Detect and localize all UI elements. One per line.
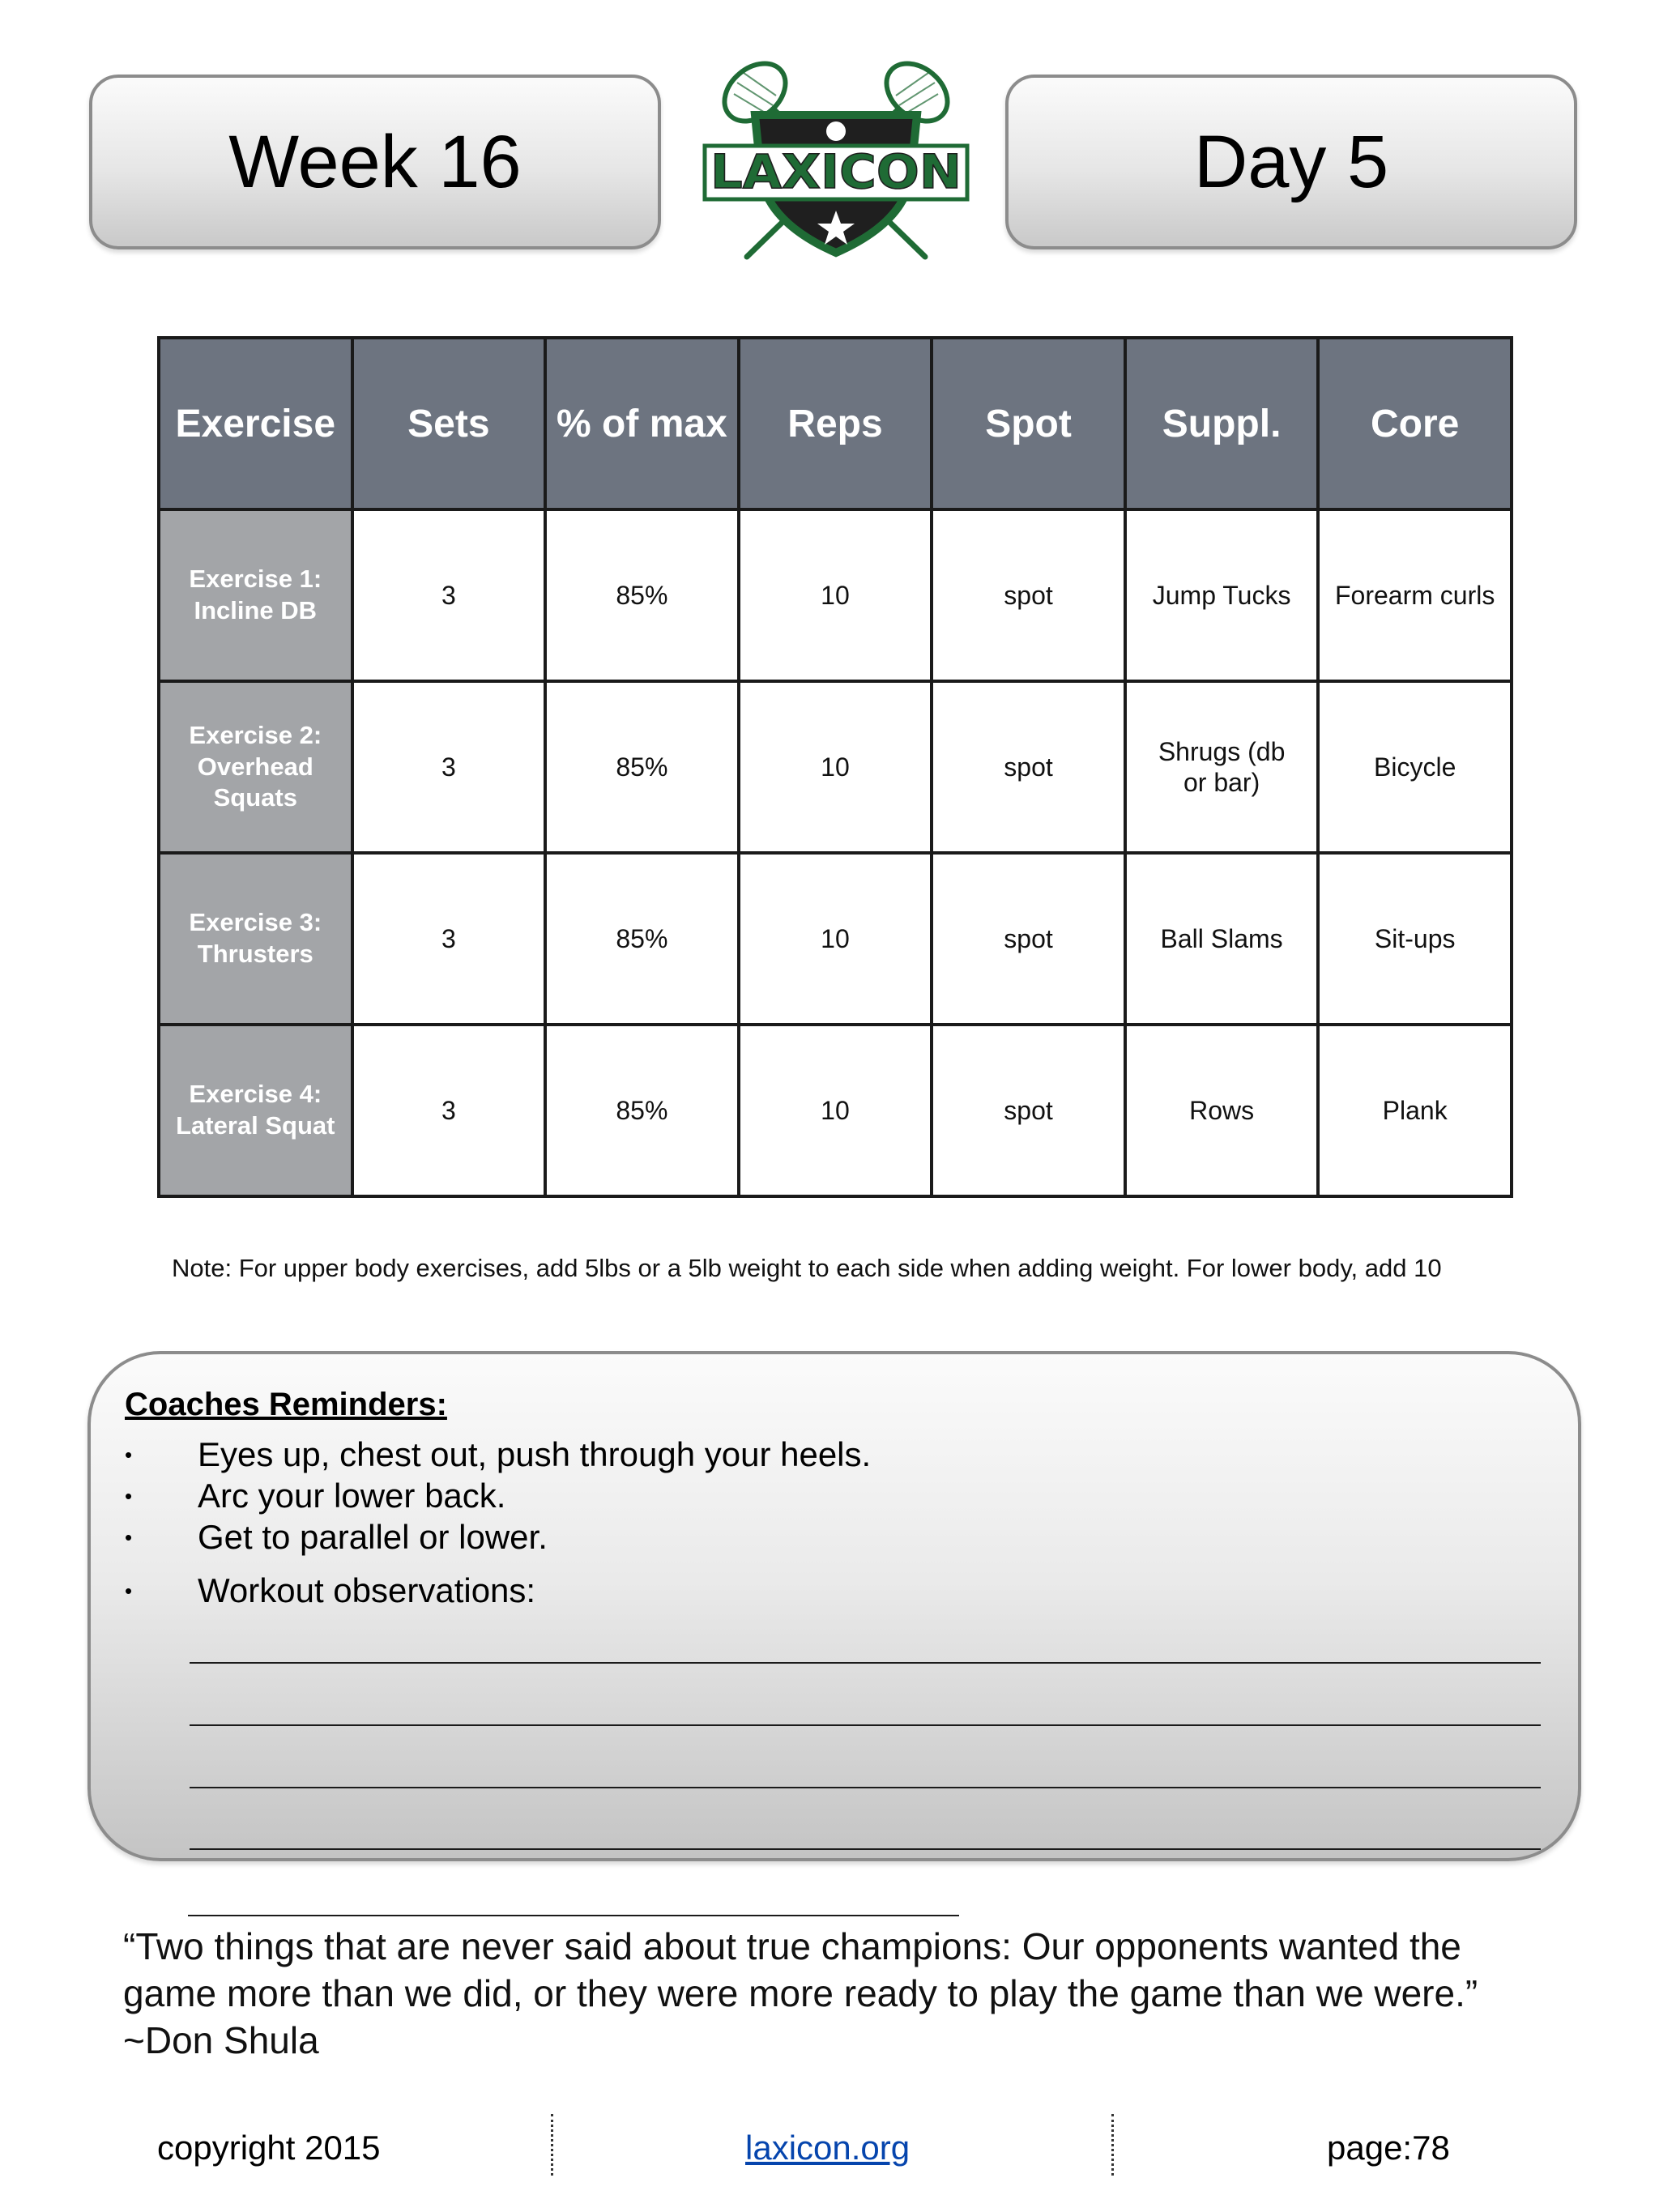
site-link[interactable]: laxicon.org	[745, 2129, 911, 2167]
table-row	[159, 1025, 1512, 1196]
reminders-title: Coaches Reminders:	[125, 1387, 447, 1422]
reminder-text: Workout observations:	[198, 1571, 536, 1609]
reminder-text: Eyes up, chest out, push through your heels.	[198, 1435, 872, 1473]
exercise-number: Exercise 1:	[189, 565, 322, 594]
reminder-item	[125, 1477, 505, 1515]
workout-table	[157, 336, 1513, 1198]
pct-cell: 85%	[545, 509, 739, 681]
column-header: Reps	[739, 338, 932, 509]
exercise-label	[159, 681, 352, 853]
column-header: Core	[1318, 338, 1512, 509]
pct-cell: 85%	[545, 1025, 739, 1196]
exercise-name-cont: Squats	[213, 783, 297, 812]
spot-cell: spot	[932, 509, 1125, 681]
page-number: page:78	[1327, 2129, 1450, 2167]
coaches-reminders-box	[87, 1351, 1581, 1861]
core-cell: Plank	[1318, 1025, 1512, 1196]
suppl-cell: Jump Tucks	[1125, 509, 1319, 681]
exercise-number: Exercise 3:	[189, 908, 322, 937]
reps-cell: 10	[739, 509, 932, 681]
exercise-label	[159, 509, 352, 681]
column-header: Suppl.	[1125, 338, 1319, 509]
exercise-label	[159, 1025, 352, 1196]
reminder-text: Arc your lower back.	[198, 1477, 506, 1515]
spot-cell: spot	[932, 1025, 1125, 1196]
exercise-name: Incline DB	[194, 596, 318, 624]
reminder-item	[125, 1518, 548, 1557]
footer	[0, 2114, 1659, 2179]
bullet-icon: •	[125, 1442, 133, 1467]
reps-cell: 10	[739, 1025, 932, 1196]
spot-cell: spot	[932, 853, 1125, 1025]
spot-cell: spot	[932, 681, 1125, 853]
suppl-cell	[1125, 681, 1319, 853]
observation-line[interactable]	[188, 1915, 959, 1916]
sets-cell: 3	[352, 681, 546, 853]
column-header: Spot	[932, 338, 1125, 509]
core-cell: Bicycle	[1318, 681, 1512, 853]
logo-text: LAXICON	[710, 144, 962, 199]
reminder-text: Get to parallel or lower.	[198, 1518, 548, 1556]
table-row	[159, 509, 1512, 681]
reminder-item	[125, 1435, 871, 1474]
suppl-cell: Ball Slams	[1125, 853, 1319, 1025]
sets-cell: 3	[352, 509, 546, 681]
table-row	[159, 681, 1512, 853]
exercise-name: Thrusters	[197, 940, 313, 968]
column-header: Exercise	[159, 338, 352, 509]
observation-line[interactable]	[190, 1662, 1541, 1664]
column-header: Sets	[352, 338, 546, 509]
reps-cell: 10	[739, 681, 932, 853]
sets-cell: 3	[352, 853, 546, 1025]
observation-line[interactable]	[190, 1787, 1541, 1788]
exercise-label	[159, 853, 352, 1025]
observation-line[interactable]	[190, 1724, 1541, 1726]
footer-divider	[1111, 2114, 1114, 2176]
copyright-text: copyright 2015	[157, 2129, 381, 2167]
core-cell: Forearm curls	[1318, 509, 1512, 681]
sets-cell: 3	[352, 1025, 546, 1196]
pct-cell: 85%	[545, 853, 739, 1025]
quote: “Two things that are never said about true champions: Our opponents wanted the game more than we did, or they were more ready to play the game than we were.” ~Don Shula	[123, 1925, 1478, 2061]
exercise-number: Exercise 2:	[189, 720, 322, 749]
reps-cell: 10	[739, 853, 932, 1025]
weight-note: Note: For upper body exercises, add 5lbs or a 5lb weight to each side when adding weight. For lower body, add 10	[172, 1254, 1442, 1282]
pct-cell: 85%	[545, 681, 739, 853]
core-cell: Sit-ups	[1318, 853, 1512, 1025]
footer-divider	[551, 2114, 553, 2176]
suppl-cell: Rows	[1125, 1025, 1319, 1196]
suppl-text: Shrugs (db or bar)	[1158, 736, 1286, 797]
bullet-icon: •	[125, 1483, 133, 1508]
bullet-icon: •	[125, 1578, 133, 1603]
bullet-icon: •	[125, 1524, 133, 1549]
reminder-item	[125, 1571, 535, 1610]
column-header: % of max	[545, 338, 739, 509]
day-label: Day 5	[1005, 75, 1577, 249]
table-row	[159, 853, 1512, 1025]
observation-line[interactable]	[190, 1848, 1541, 1850]
table-header-row	[159, 338, 1512, 509]
laxicon-logo	[698, 58, 974, 269]
exercise-name: Overhead	[197, 752, 313, 781]
exercise-name: Lateral Squat	[176, 1111, 335, 1140]
week-label: Week 16	[89, 75, 661, 249]
exercise-number: Exercise 4:	[189, 1080, 322, 1109]
